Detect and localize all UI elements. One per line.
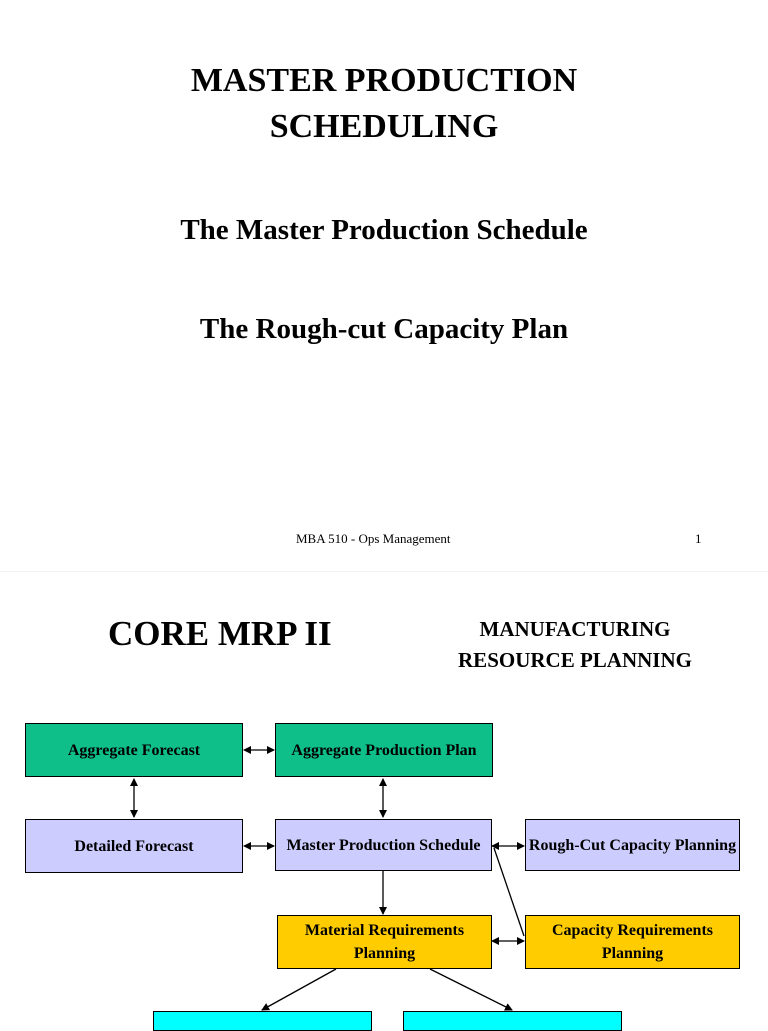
arrow-mrp-to-left-bottom xyxy=(262,969,336,1010)
page-number: 1 xyxy=(695,531,702,546)
slide-2 xyxy=(0,572,768,1024)
bottom-left-box xyxy=(153,1011,372,1031)
material-requirements-planning-box xyxy=(277,915,492,969)
aggregate-forecast-box xyxy=(25,723,243,777)
material-requirements-planning-label: Material Requirements Planning xyxy=(304,922,465,962)
capacity-requirements-planning-box xyxy=(525,915,740,969)
aggregate-forecast-label: Aggregate Forecast xyxy=(67,741,201,759)
capacity-requirements-planning-label: Capacity Requirements Planning xyxy=(551,922,714,962)
mrp-subtitle-line-2: RESOURCE PLANNING xyxy=(458,648,692,672)
bottom-right-box xyxy=(403,1011,622,1031)
subtitle-rough-cut-capacity-plan: The Rough-cut Capacity Plan xyxy=(199,313,569,345)
aggregate-production-plan-label: Aggregate Production Plan xyxy=(291,741,477,759)
detailed-forecast-label: Detailed Forecast xyxy=(74,837,194,855)
aggregate-production-plan-box xyxy=(275,723,493,777)
detailed-forecast-box xyxy=(25,819,243,873)
arrow-mrp-to-right-bottom xyxy=(430,969,512,1010)
subtitle-master-production-schedule: The Master Production Schedule xyxy=(180,214,588,246)
arrow-mps-to-crp xyxy=(494,848,524,936)
master-production-schedule-label: Master Production Schedule xyxy=(286,836,481,854)
slide-title-line-2: SCHEDULING xyxy=(269,108,499,145)
slide-title-line-1: MASTER PRODUCTION xyxy=(190,62,578,99)
slide-footer: MBA 510 - Ops Management xyxy=(296,531,451,546)
slide-title xyxy=(0,58,768,150)
master-production-schedule-box xyxy=(275,819,492,871)
rough-cut-capacity-planning-label: Rough-Cut Capacity Planning xyxy=(528,836,737,854)
rough-cut-capacity-planning-box xyxy=(525,819,740,871)
mrp-subtitle-line-1: MANUFACTURING xyxy=(479,617,671,641)
core-mrp-title: CORE MRP II xyxy=(108,614,332,653)
